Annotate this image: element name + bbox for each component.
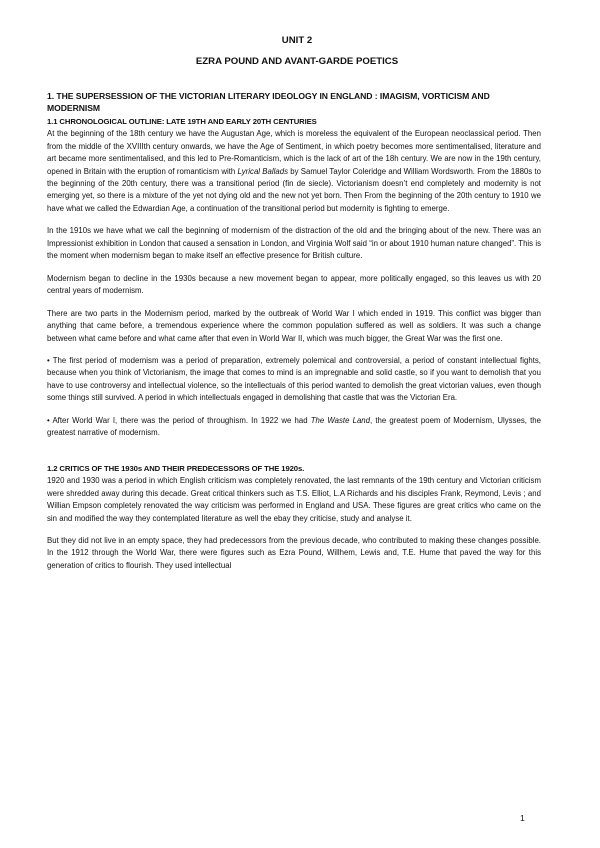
paragraph: At the beginning of the 18th century we have the Augustan Age, which is moreless the equivalent of the European neoclassical period. Then from the middle of the XVIIIth century onwards, we have the Age of Sentiment, in which poetry becomes more sentimentalised, literature and art became more sentimentalised, and this led to Pre-Romanticism, which is the lack of art of the 18h century. We are now in the 19th century, opened in Britain with the eruption of romanticism with Lyrical Ballads by Samuel Taylor Coleridge and William Wordsworth. From the 1880s to the beginning of the 20th century, there was a transitional period (fin de siecle). Victorianism doesn’t end completely and modernity is not emerging yet, so there is a mixture of the yet not dying old and the new not yet born. Then From the beginning of the 20th century to 1910 we have what we called the Edwardian Age, a continuation of the transitional period but modernity is fighting to emerge. [47, 129, 541, 213]
bullet-paragraph: • After World War I, there was the period of throughism. In 1922 we had The Waste Land, the greatest poem of Modernism, Ulysses, the greatest narrative of modernism. [47, 415, 541, 438]
book-title: Lyrical Ballads [237, 166, 289, 176]
bullet-paragraph: • The first period of modernism was a period of preparation, extremely polemical and controversial, a period of constant intellectual fights, because when you think of Victorianism, the image that comes to mind is an impregnable and solid castle, so if you want to demolish that you have to use controversy and intellectual violence, so the intellectuals of this period wanted to demolish the great victorian values, even though some things still survived. A period in which intellectuals engaged in demolishing that castle that was the Victorian Era. [47, 356, 541, 403]
page-number: 1 [520, 813, 525, 823]
paragraph: 1920 and 1930 was a period in which English criticism was completely renovated, the last remnants of the 19th century and Victorian criticism were shredded away during this decade. Great critical thinkers such as T.S. Elliot, L.A Richards and his disciples Frank, Reymond, Levis ; and Willian Empson completely renovated the way criticism was performed in England and USA. These figures are great critics who came on the sin and modified the way they contemplated literature as well the ebay they criticise, study and analyse it. [47, 476, 541, 523]
section-1-heading: 1. THE SUPERSESSION OF THE VICTORIAN LITERARY IDEOLOGY IN ENGLAND : IMAGISM, VORTICISM AND MODERNISM [47, 91, 490, 114]
document-title: EZRA POUND AND AVANT-GARDE POETICS [195, 56, 399, 67]
section-1-2-heading: 1.2 CRITICS OF THE 1930s AND THEIR PREDECESSORS OF THE 1920s. [47, 463, 305, 473]
paragraph: Modernism began to decline in the 1930s because a new movement began to appear, more politically engaged, so this leaves us with 20 central years of modernism. [47, 273, 541, 296]
unit-label: UNIT 2 [281, 35, 313, 46]
paragraph: There are two parts in the Modernism period, marked by the outbreak of World War I which ended in 1919. This conflict was bigger than anything that came before, a tremendous experience where the common population suffered as well as soldiers. It was such a change between what came before and what came after that even in World War II, which was much bigger, the Great War was the first one. [47, 308, 541, 343]
paragraph: But they did not live in an empty space, they had predecessors from the previous decade, who contributed to making these changes possible. In the 1912 through the World War, there were figures such as Ezra Pound, Willhem, Lewis and, T.E. Hume that paved the way for this generation of critics to flourish. They used intellectual [47, 535, 541, 570]
paragraph: In the 1910s we have what we call the beginning of modernism of the distraction of the old and the bringing about of the new. There was an Impressionist exhibition in London that caused a sensation in London, and Virginia Wolf said “in or about 1910 human nature changed”. This is the moment when modernism began to make itself an effective presence for British culture. [47, 226, 541, 261]
poem-title: The Waste Land [310, 415, 371, 425]
section-1-1-heading: 1.1 CHRONOLOGICAL OUTLINE: LATE 19TH AND EARLY 20TH CENTURIES [47, 116, 317, 126]
